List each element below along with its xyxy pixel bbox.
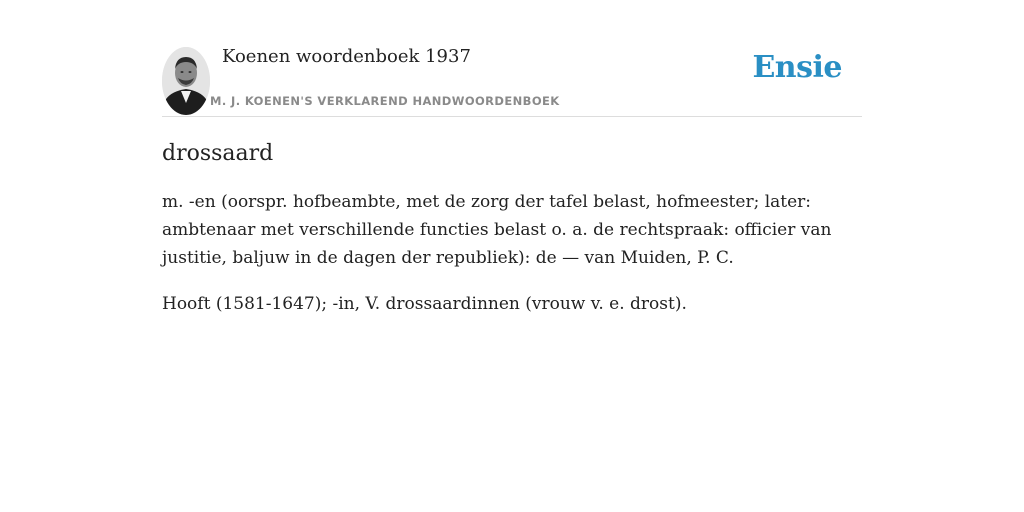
dictionary-entry <box>162 138 842 336</box>
site-title-link[interactable]: Koenen woordenboek 1937 <box>222 46 471 67</box>
ensie-logo-link[interactable]: Ensie <box>752 50 842 85</box>
site-subtitle: M. J. KOENEN'S VERKLAREND HANDWOORDENBOEK <box>210 94 560 108</box>
entry-definition-continued: Hooft (1581-1647); -in, V. drossaardinnen (vrouw v. e. drost). <box>162 294 687 314</box>
entry-headword: drossaard <box>162 141 274 166</box>
author-portrait-icon <box>162 47 210 115</box>
entry-definition: m. -en (oorspr. hofbeambte, met de zorg der tafel belast, hofmeester; later: ambtenaar met verschillende functies belast o. a. de rechtspraak: officier van justitie, baljuw in de dagen der republiek): de — van Muiden, P. C. <box>162 192 832 268</box>
site-header <box>162 44 862 117</box>
